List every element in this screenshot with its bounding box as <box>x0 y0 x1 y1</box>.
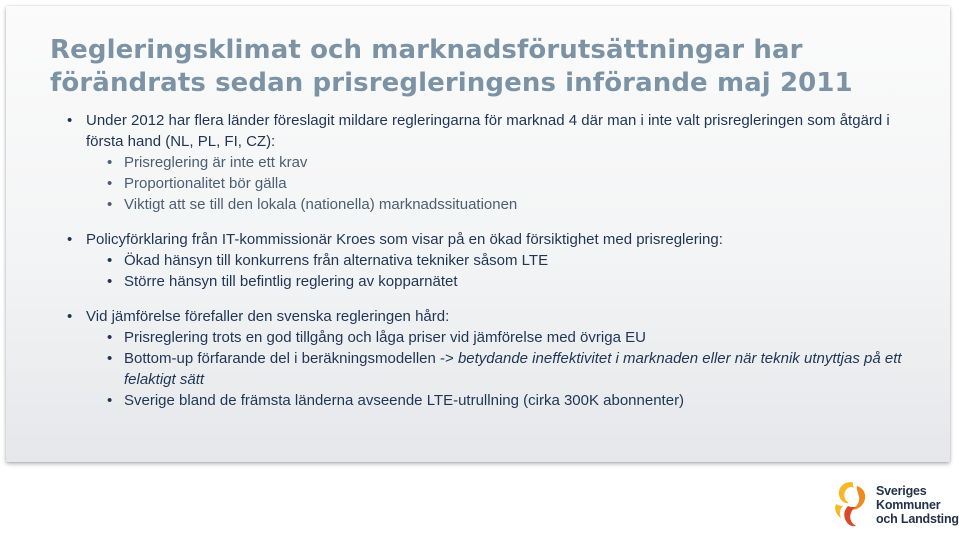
slide-title <box>50 34 930 100</box>
sub-bullet-list <box>86 152 926 215</box>
bullet-list <box>66 110 926 411</box>
bullet-item-comparison <box>66 306 926 411</box>
logo-line-1: Sveriges <box>876 484 927 498</box>
logo-line-2: Kommuner <box>876 498 941 512</box>
sub-bullet-item: • Prisreglering är inte ett krav <box>86 152 926 173</box>
slide-title-line-1: Regleringsklimat och marknadsförutsättningar har <box>50 35 803 65</box>
sub-bullet-item: • Sverige bland de främsta länderna avseende LTE-utrullning (cirka 300K abonnenter) <box>86 390 926 411</box>
sub-bullet-plain: Bottom-up förfarande del i beräkningsmodellen -> <box>124 350 458 367</box>
sub-bullet-item: • Prisreglering trots en god tillgång och låga priser vid jämförelse med övriga EU <box>86 327 926 348</box>
sub-bullet-item: • Större hänsyn till befintlig reglering av kopparnätet <box>86 271 926 292</box>
bullet-text: Vid jämförelse förefaller den svenska regleringen hård: <box>86 308 450 325</box>
bullet-item-proposals <box>66 110 926 215</box>
skl-logo <box>830 476 959 530</box>
sub-bullet-item: • Proportionalitet bör gälla <box>86 173 926 194</box>
sub-bullet-item: • Viktigt att se till den lokala (nationella) marknadssituationen <box>86 194 926 215</box>
sub-bullet-list <box>86 250 926 292</box>
slide-content <box>66 110 926 411</box>
bullet-text: Policyförklaring från IT-kommissionär Kroes som visar på en ökad försiktighet med prisreglering: <box>86 231 723 248</box>
slide-title-line-2: förändrats sedan prisregleringens införande maj 2011 <box>50 68 853 98</box>
sub-bullet-italic: betydande ineffektivitet i marknaden eller när teknik utnyttjas på ett felaktigt sätt <box>124 350 902 388</box>
slide-panel <box>6 6 950 462</box>
skl-flame-icon <box>830 476 874 528</box>
sub-bullet-list <box>86 327 926 411</box>
bullet-text: Under 2012 har flera länder föreslagit mildare regleringarna för marknad 4 där man i inte valt prisregleringen som åtgärd i första hand (NL, PL, FI, CZ): <box>86 112 890 150</box>
sub-bullet-item: • Ökad hänsyn till konkurrens från alternativa tekniker såsom LTE <box>86 250 926 271</box>
logo-line-3: och Landsting <box>876 512 959 526</box>
sub-bullet-item <box>86 348 926 390</box>
skl-logo-text <box>876 484 959 526</box>
bullet-item-policy <box>66 229 926 292</box>
